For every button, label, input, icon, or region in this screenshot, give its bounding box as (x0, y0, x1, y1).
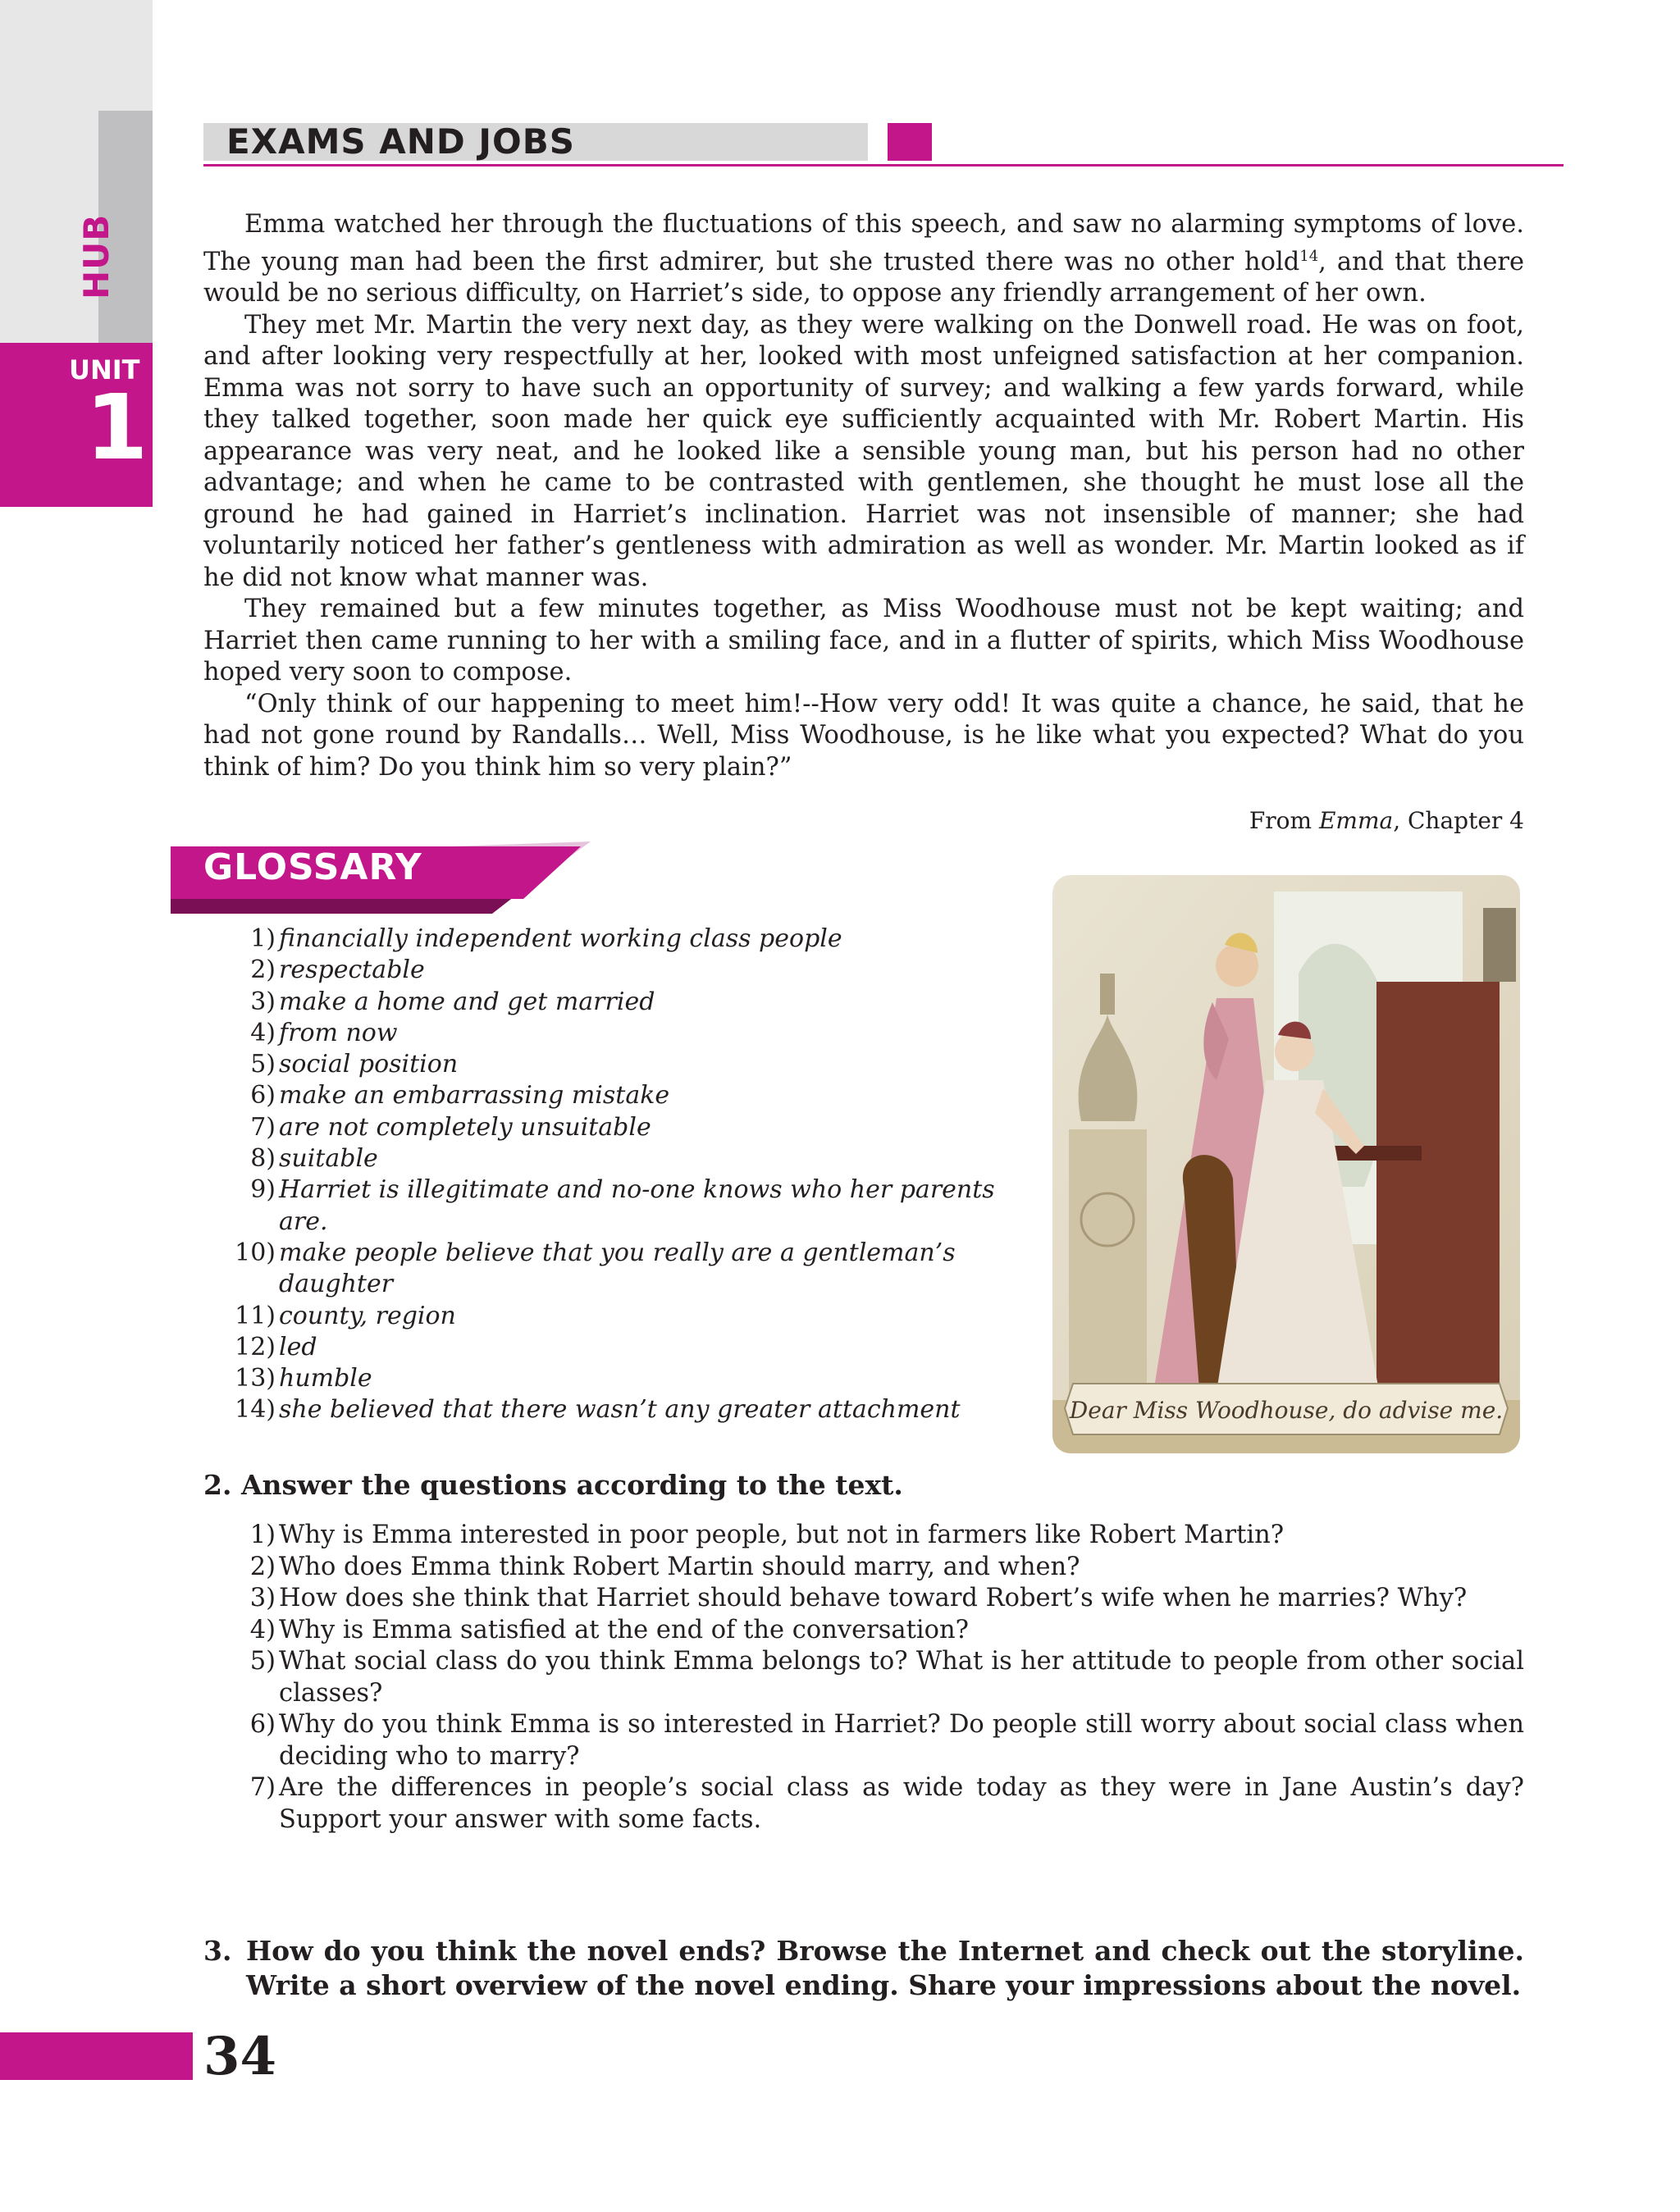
glossary-item-number: 2) (250, 955, 276, 985)
glossary-item-text: make an embarrassing mistake (279, 1081, 670, 1111)
glossary-list (223, 924, 1027, 1426)
unit-label: UNIT (69, 354, 140, 385)
unit-number: 1 (85, 375, 148, 480)
glossary-item (223, 955, 1027, 986)
task-3 (203, 1934, 1524, 2003)
task-3-text: How do you think the novel ends? Browse the Internet and check out the storyline. Write a short overview of the novel ending. Share your impressions about the novel. (246, 1935, 1524, 2001)
glossary-item-text: county, region (279, 1301, 456, 1330)
glossary-item (223, 987, 1027, 1018)
illustration-caption: Dear Miss Woodhouse, do advise me. (1069, 1397, 1504, 1424)
glossary-item (223, 1018, 1027, 1049)
paragraph-text: Emma watched her through the fluctuations of this speech, and saw no alarming symptoms of love. The young man had been the first admirer, but she trusted there was no other hold (203, 210, 1524, 276)
glossary-item (223, 1174, 1027, 1238)
question-number: 4) (249, 1615, 276, 1644)
task-2-questions (223, 1520, 1524, 1836)
question-number: 7) (249, 1773, 276, 1802)
glossary-item (223, 1049, 1027, 1080)
glossary-item (223, 1143, 1027, 1174)
paragraph (203, 209, 1524, 310)
attribution (1066, 807, 1524, 834)
glossary-item-number: 7) (250, 1112, 276, 1142)
glossary-item-text: she believed that there wasn’t any greater attachment (279, 1395, 961, 1425)
glossary-item-text: respectable (279, 955, 425, 985)
question-item (223, 1552, 1524, 1584)
glossary-item-text: humble (279, 1364, 372, 1393)
glossary-item (223, 1112, 1027, 1143)
glossary-item-number: 4) (250, 1018, 276, 1047)
attribution-suffix: , Chapter 4 (1393, 807, 1524, 834)
section-label (76, 258, 175, 299)
question-text: Why is Emma satisfied at the end of the conversation? (279, 1615, 969, 1644)
glossary-item-number: 10) (235, 1238, 276, 1267)
glossary-item-text: financially independent working class people (279, 924, 842, 953)
question-text: How does she think that Harriet should behave toward Robert’s wife when he marries? Why? (279, 1584, 1468, 1612)
glossary-item-text: led (279, 1332, 317, 1361)
question-text: Why is Emma interested in poor people, but not in farmers like Robert Martin? (279, 1521, 1285, 1549)
question-text: Are the differences in people’s social class as wide today as they were in Jane Austin’s day? Support your answer with some facts. (279, 1773, 1524, 1834)
header-accent-square (888, 123, 932, 161)
glossary-item-number: 12) (235, 1332, 276, 1361)
passage (203, 209, 1524, 783)
glossary-item (223, 1394, 1027, 1425)
glossary-item-number: 8) (250, 1144, 276, 1174)
glossary-item-text: are not completely unsuitable (279, 1112, 651, 1142)
paragraph: They remained but a few minutes together, as Miss Woodhouse must not be kept waiting; and Harriet then came running to her with a smiling face, and in a flutter of spirits, which Miss Woodhouse hoped very soon to compose. (203, 595, 1524, 687)
glossary-item (223, 1080, 1027, 1111)
page-number: 34 (203, 2026, 277, 2087)
glossary-item (223, 1363, 1027, 1394)
page-title: EXAMS AND JOBS (226, 121, 575, 162)
footnote-ref: 14 (1299, 247, 1319, 265)
question-number: 3) (249, 1584, 276, 1612)
glossary-title: GLOSSARY (203, 846, 422, 888)
glossary-item (223, 1332, 1027, 1363)
question-text: Why do you think Emma is so interested in Harriet? Do people still worry about social class when deciding who to marry? (279, 1710, 1524, 1771)
glossary-item-text: make people believe that you really are a gentleman’s daughter (279, 1238, 956, 1299)
glossary-item-number: 3) (250, 987, 276, 1016)
question-text: What social class do you think Emma belongs to? What is her attitude to people from other social classes? (279, 1647, 1524, 1708)
paragraph: They met Mr. Martin the very next day, as they were walking on the Donwell road. He was on foot, and after looking very respectfully at her, looked with most unfeigned satisfaction at her companion. Emma was not sorry to have such an opportunity of survey; and walking a few yards forward, while they talked together, soon made her quick eye sufficiently acquainted with Mr. Robert Martin. His appearance was very neat, and he looked like a sensible young man, but his person had no other advantage; and when he came to be contrasted with gentlemen, she thought he must lose all the ground he had gained in Harriet’s inclination. Harriet was not insensible of manner; she had voluntarily noticed her father’s gentleness with admiration as well as wonder. Mr. Martin looked as if he did not know what manner was. (203, 310, 1524, 592)
paragraph-text: , and that there would be no serious difficulty, on Harriet’s side, to oppose any friendly arrangement of her own. (203, 247, 1524, 308)
question-item (223, 1772, 1524, 1836)
glossary-item-text: from now (279, 1018, 398, 1047)
question-item (223, 1646, 1524, 1709)
header-rule (203, 164, 1564, 166)
task-3-number: 3. (203, 1935, 232, 1967)
glossary-item-text: social position (279, 1050, 459, 1079)
glossary-item (223, 924, 1027, 955)
question-number: 6) (249, 1710, 276, 1739)
question-item (223, 1583, 1524, 1615)
footer-bar (0, 2032, 193, 2080)
glossary-item (223, 1301, 1027, 1332)
question-number: 5) (249, 1647, 276, 1676)
glossary-item-number: 9) (250, 1175, 276, 1205)
question-number: 1) (249, 1521, 276, 1549)
glossary-item-text: make a home and get married (279, 987, 655, 1016)
question-item (223, 1520, 1524, 1552)
task-2-heading: 2. Answer the questions according to the text. (203, 1469, 903, 1501)
unit-badge (0, 343, 153, 507)
attribution-prefix: From (1249, 807, 1319, 834)
glossary-item-number: 14) (235, 1395, 276, 1425)
question-text: Who does Emma think Robert Martin should marry, and when? (279, 1552, 1080, 1581)
glossary-item-number: 11) (235, 1301, 276, 1330)
glossary-item-number: 6) (250, 1081, 276, 1111)
glossary-item (223, 1238, 1027, 1301)
glossary-item-number: 13) (235, 1364, 276, 1393)
glossary-item-number: 1) (250, 924, 276, 953)
glossary-item-text: Harriet is illegitimate and no-one knows who her parents are. (279, 1175, 995, 1236)
attribution-title: Emma (1318, 807, 1394, 834)
paragraph: “Only think of our happening to meet him!--How very odd! It was quite a chance, he said, that he had not gone round by Randalls… Well, Miss Woodhouse, is he like what you expected? What do you think of him? Do you think him so very plain?” (203, 689, 1524, 782)
glossary-item-text: suitable (279, 1144, 378, 1174)
question-item (223, 1709, 1524, 1772)
question-item (223, 1615, 1524, 1647)
illustration (1052, 875, 1520, 1453)
glossary-item-number: 5) (250, 1050, 276, 1079)
question-number: 2) (249, 1552, 276, 1581)
